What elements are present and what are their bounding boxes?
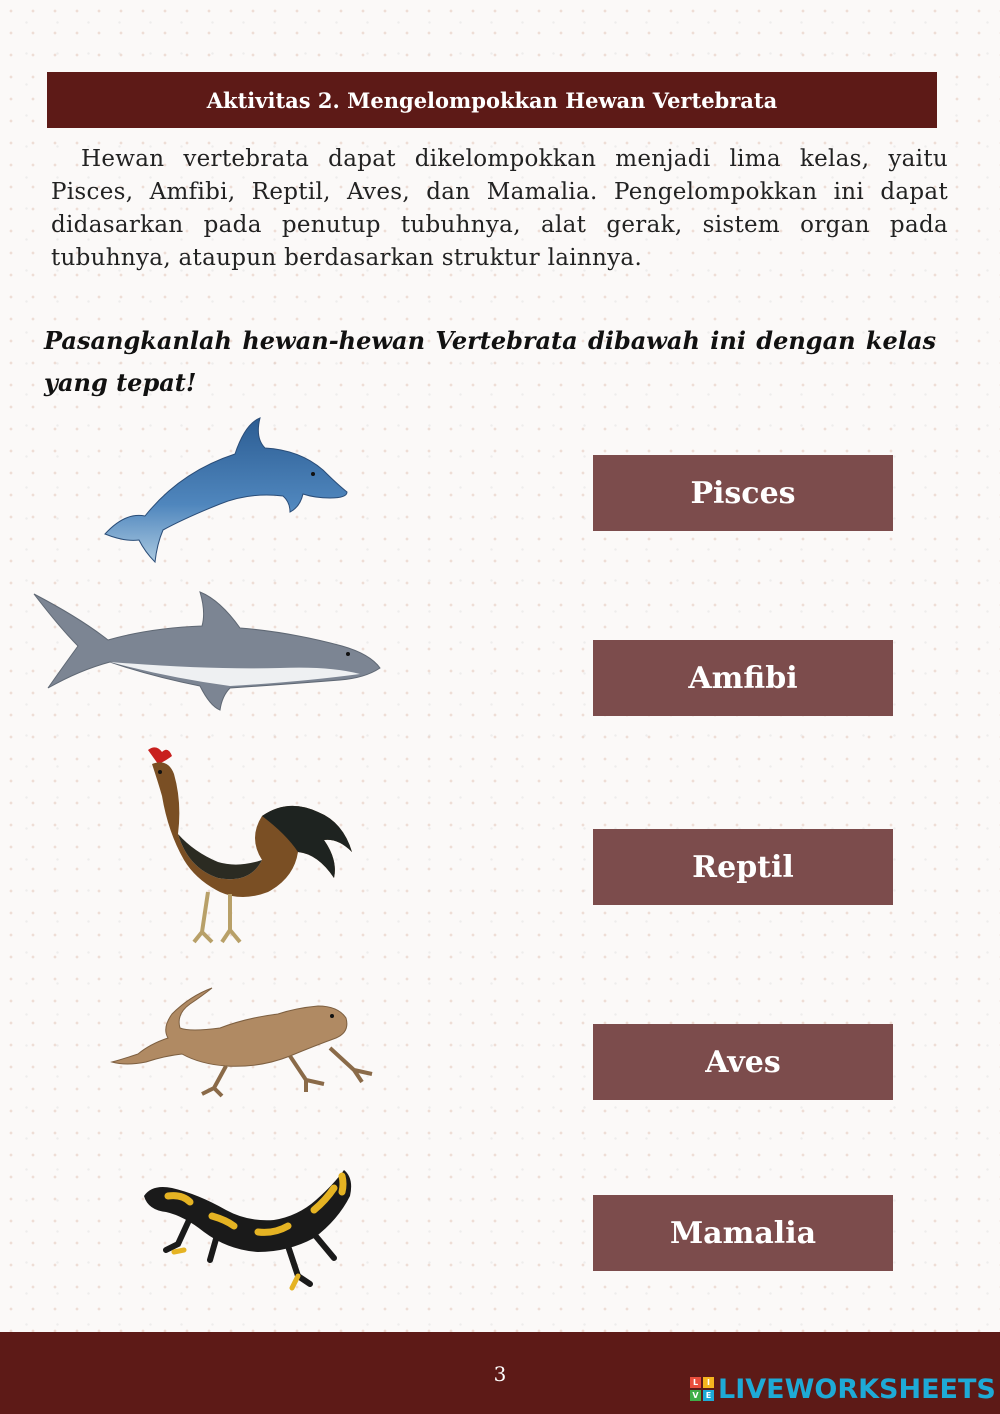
class-label: Mamalia	[669, 1215, 817, 1251]
instruction-text: Pasangkanlah hewan-hewan Vertebrata dibawah ini dengan kelas yang tepat!	[44, 326, 936, 397]
logo-letter: I	[703, 1377, 714, 1388]
brand-text: LIVEWORKSHEETS	[718, 1373, 996, 1405]
class-pisces-box[interactable]	[593, 455, 893, 531]
class-label: Reptil	[692, 849, 794, 885]
activity-title-bar	[47, 72, 937, 128]
class-reptil-box[interactable]	[593, 829, 893, 905]
activity-title: Aktivitas 2. Mengelompokkan Hewan Vertebrata	[206, 87, 778, 113]
class-label: Aves	[705, 1044, 781, 1080]
lizard-icon[interactable]	[110, 984, 382, 1104]
logo-letter: E	[703, 1390, 714, 1401]
liveworksheets-logo-icon	[690, 1377, 714, 1401]
class-mamalia-box[interactable]	[593, 1195, 893, 1271]
logo-letter: V	[690, 1390, 701, 1401]
class-aves-box[interactable]	[593, 1024, 893, 1100]
class-label: Pisces	[690, 475, 796, 511]
salamander-icon[interactable]	[138, 1160, 360, 1298]
class-amfibi-box[interactable]	[593, 640, 893, 716]
class-label: Amfibi	[688, 660, 798, 696]
rooster-icon[interactable]	[138, 742, 363, 948]
logo-letter: L	[690, 1377, 701, 1388]
intro-paragraph: Hewan vertebrata dapat dikelompokkan menjadi lima kelas, yaitu Pisces, Amfibi, Reptil, Aves, dan Mamalia. Pengelompokkan ini dapat didasarkan pada penutup tubuhnya, alat gerak, sistem organ pada tubuhnya, ataupun berdasarkan struktur lainnya.	[51, 146, 948, 271]
shark-icon[interactable]	[30, 588, 385, 716]
liveworksheets-brand[interactable]	[690, 1372, 996, 1406]
page-number: 3	[493, 1362, 507, 1386]
dolphin-icon[interactable]	[85, 412, 355, 572]
